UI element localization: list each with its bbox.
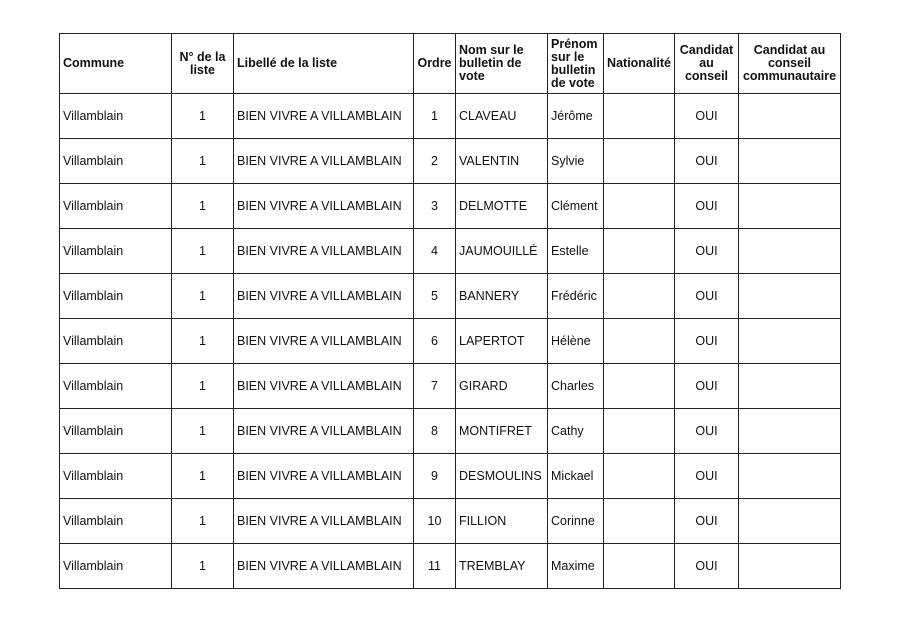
- cell-ordre: 11: [414, 544, 456, 589]
- cell-libelle: BIEN VIVRE A VILLAMBLAIN: [234, 544, 414, 589]
- cell-commune: Villamblain: [60, 139, 172, 184]
- cell-prenom: Estelle: [548, 229, 604, 274]
- cell-prenom: Cathy: [548, 409, 604, 454]
- cell-nationalite: [604, 229, 675, 274]
- header-nationalite: Nationalité: [604, 34, 675, 94]
- cell-candidat-conseil: OUI: [675, 544, 739, 589]
- cell-numero-liste: 1: [172, 139, 234, 184]
- cell-candidat-conseil: OUI: [675, 319, 739, 364]
- cell-libelle: BIEN VIVRE A VILLAMBLAIN: [234, 139, 414, 184]
- cell-ordre: 6: [414, 319, 456, 364]
- cell-numero-liste: 1: [172, 319, 234, 364]
- cell-candidat-conseil: OUI: [675, 274, 739, 319]
- table-row: [60, 139, 841, 184]
- cell-nom: MONTIFRET: [456, 409, 548, 454]
- cell-libelle: BIEN VIVRE A VILLAMBLAIN: [234, 319, 414, 364]
- cell-candidat-conseil: OUI: [675, 454, 739, 499]
- cell-nom: BANNERY: [456, 274, 548, 319]
- cell-prenom: Clément: [548, 184, 604, 229]
- table-row: [60, 274, 841, 319]
- cell-commune: Villamblain: [60, 409, 172, 454]
- cell-commune: Villamblain: [60, 454, 172, 499]
- cell-prenom: Sylvie: [548, 139, 604, 184]
- cell-ordre: 4: [414, 229, 456, 274]
- cell-numero-liste: 1: [172, 94, 234, 139]
- cell-nom: LAPERTOT: [456, 319, 548, 364]
- cell-libelle: BIEN VIVRE A VILLAMBLAIN: [234, 409, 414, 454]
- table-row: [60, 544, 841, 589]
- cell-ordre: 7: [414, 364, 456, 409]
- cell-nationalite: [604, 139, 675, 184]
- cell-candidat-communautaire: [739, 364, 841, 409]
- cell-ordre: 5: [414, 274, 456, 319]
- table-row: [60, 454, 841, 499]
- table-row: [60, 184, 841, 229]
- header-commune: Commune: [60, 34, 172, 94]
- cell-numero-liste: 1: [172, 409, 234, 454]
- cell-candidat-communautaire: [739, 229, 841, 274]
- cell-candidat-conseil: OUI: [675, 139, 739, 184]
- cell-candidat-communautaire: [739, 274, 841, 319]
- document-page: [59, 33, 841, 589]
- cell-ordre: 1: [414, 94, 456, 139]
- cell-libelle: BIEN VIVRE A VILLAMBLAIN: [234, 454, 414, 499]
- cell-nom: VALENTIN: [456, 139, 548, 184]
- cell-libelle: BIEN VIVRE A VILLAMBLAIN: [234, 499, 414, 544]
- cell-numero-liste: 1: [172, 364, 234, 409]
- cell-commune: Villamblain: [60, 499, 172, 544]
- cell-candidat-conseil: OUI: [675, 499, 739, 544]
- cell-prenom: Hélène: [548, 319, 604, 364]
- cell-nom: TREMBLAY: [456, 544, 548, 589]
- cell-nom: FILLION: [456, 499, 548, 544]
- header-libelle-liste: Libellé de la liste: [234, 34, 414, 94]
- cell-commune: Villamblain: [60, 229, 172, 274]
- cell-prenom: Charles: [548, 364, 604, 409]
- cell-ordre: 2: [414, 139, 456, 184]
- cell-nom: DELMOTTE: [456, 184, 548, 229]
- cell-commune: Villamblain: [60, 544, 172, 589]
- header-candidat-conseil: Candidat au conseil: [675, 34, 739, 94]
- header-ordre: Ordre: [414, 34, 456, 94]
- table-row: [60, 229, 841, 274]
- cell-nationalite: [604, 319, 675, 364]
- candidates-table: [59, 33, 841, 589]
- cell-nationalite: [604, 499, 675, 544]
- cell-nationalite: [604, 364, 675, 409]
- cell-nationalite: [604, 454, 675, 499]
- cell-numero-liste: 1: [172, 229, 234, 274]
- cell-candidat-communautaire: [739, 454, 841, 499]
- cell-candidat-communautaire: [739, 94, 841, 139]
- cell-nom: DESMOULINS: [456, 454, 548, 499]
- cell-prenom: Corinne: [548, 499, 604, 544]
- cell-libelle: BIEN VIVRE A VILLAMBLAIN: [234, 274, 414, 319]
- cell-candidat-communautaire: [739, 319, 841, 364]
- cell-nationalite: [604, 94, 675, 139]
- cell-candidat-communautaire: [739, 184, 841, 229]
- cell-libelle: BIEN VIVRE A VILLAMBLAIN: [234, 94, 414, 139]
- cell-candidat-communautaire: [739, 139, 841, 184]
- cell-nationalite: [604, 274, 675, 319]
- cell-numero-liste: 1: [172, 499, 234, 544]
- cell-ordre: 8: [414, 409, 456, 454]
- cell-ordre: 10: [414, 499, 456, 544]
- cell-nom: GIRARD: [456, 364, 548, 409]
- cell-prenom: Frédéric: [548, 274, 604, 319]
- cell-candidat-conseil: OUI: [675, 184, 739, 229]
- cell-libelle: BIEN VIVRE A VILLAMBLAIN: [234, 364, 414, 409]
- cell-candidat-conseil: OUI: [675, 94, 739, 139]
- cell-libelle: BIEN VIVRE A VILLAMBLAIN: [234, 184, 414, 229]
- cell-numero-liste: 1: [172, 274, 234, 319]
- cell-candidat-conseil: OUI: [675, 229, 739, 274]
- cell-numero-liste: 1: [172, 544, 234, 589]
- cell-nom: CLAVEAU: [456, 94, 548, 139]
- table-row: [60, 94, 841, 139]
- table-row: [60, 499, 841, 544]
- cell-nationalite: [604, 544, 675, 589]
- cell-numero-liste: 1: [172, 184, 234, 229]
- table-row: [60, 409, 841, 454]
- cell-commune: Villamblain: [60, 319, 172, 364]
- header-prenom: Prénom sur le bulletin de vote: [548, 34, 604, 94]
- cell-candidat-conseil: OUI: [675, 364, 739, 409]
- header-candidat-communautaire: Candidat au conseil communautaire: [739, 34, 841, 94]
- header-numero-liste: N° de la liste: [172, 34, 234, 94]
- header-row: [60, 34, 841, 94]
- cell-numero-liste: 1: [172, 454, 234, 499]
- cell-commune: Villamblain: [60, 364, 172, 409]
- cell-commune: Villamblain: [60, 94, 172, 139]
- cell-prenom: Jérôme: [548, 94, 604, 139]
- cell-libelle: BIEN VIVRE A VILLAMBLAIN: [234, 229, 414, 274]
- cell-ordre: 9: [414, 454, 456, 499]
- cell-nom: JAUMOUILLÉ: [456, 229, 548, 274]
- cell-commune: Villamblain: [60, 274, 172, 319]
- table-row: [60, 364, 841, 409]
- header-nom: Nom sur le bulletin de vote: [456, 34, 548, 94]
- cell-commune: Villamblain: [60, 184, 172, 229]
- table-row: [60, 319, 841, 364]
- cell-nationalite: [604, 409, 675, 454]
- cell-prenom: Maxime: [548, 544, 604, 589]
- cell-candidat-communautaire: [739, 409, 841, 454]
- cell-candidat-conseil: OUI: [675, 409, 739, 454]
- cell-candidat-communautaire: [739, 544, 841, 589]
- cell-prenom: Mickael: [548, 454, 604, 499]
- cell-ordre: 3: [414, 184, 456, 229]
- cell-candidat-communautaire: [739, 499, 841, 544]
- cell-nationalite: [604, 184, 675, 229]
